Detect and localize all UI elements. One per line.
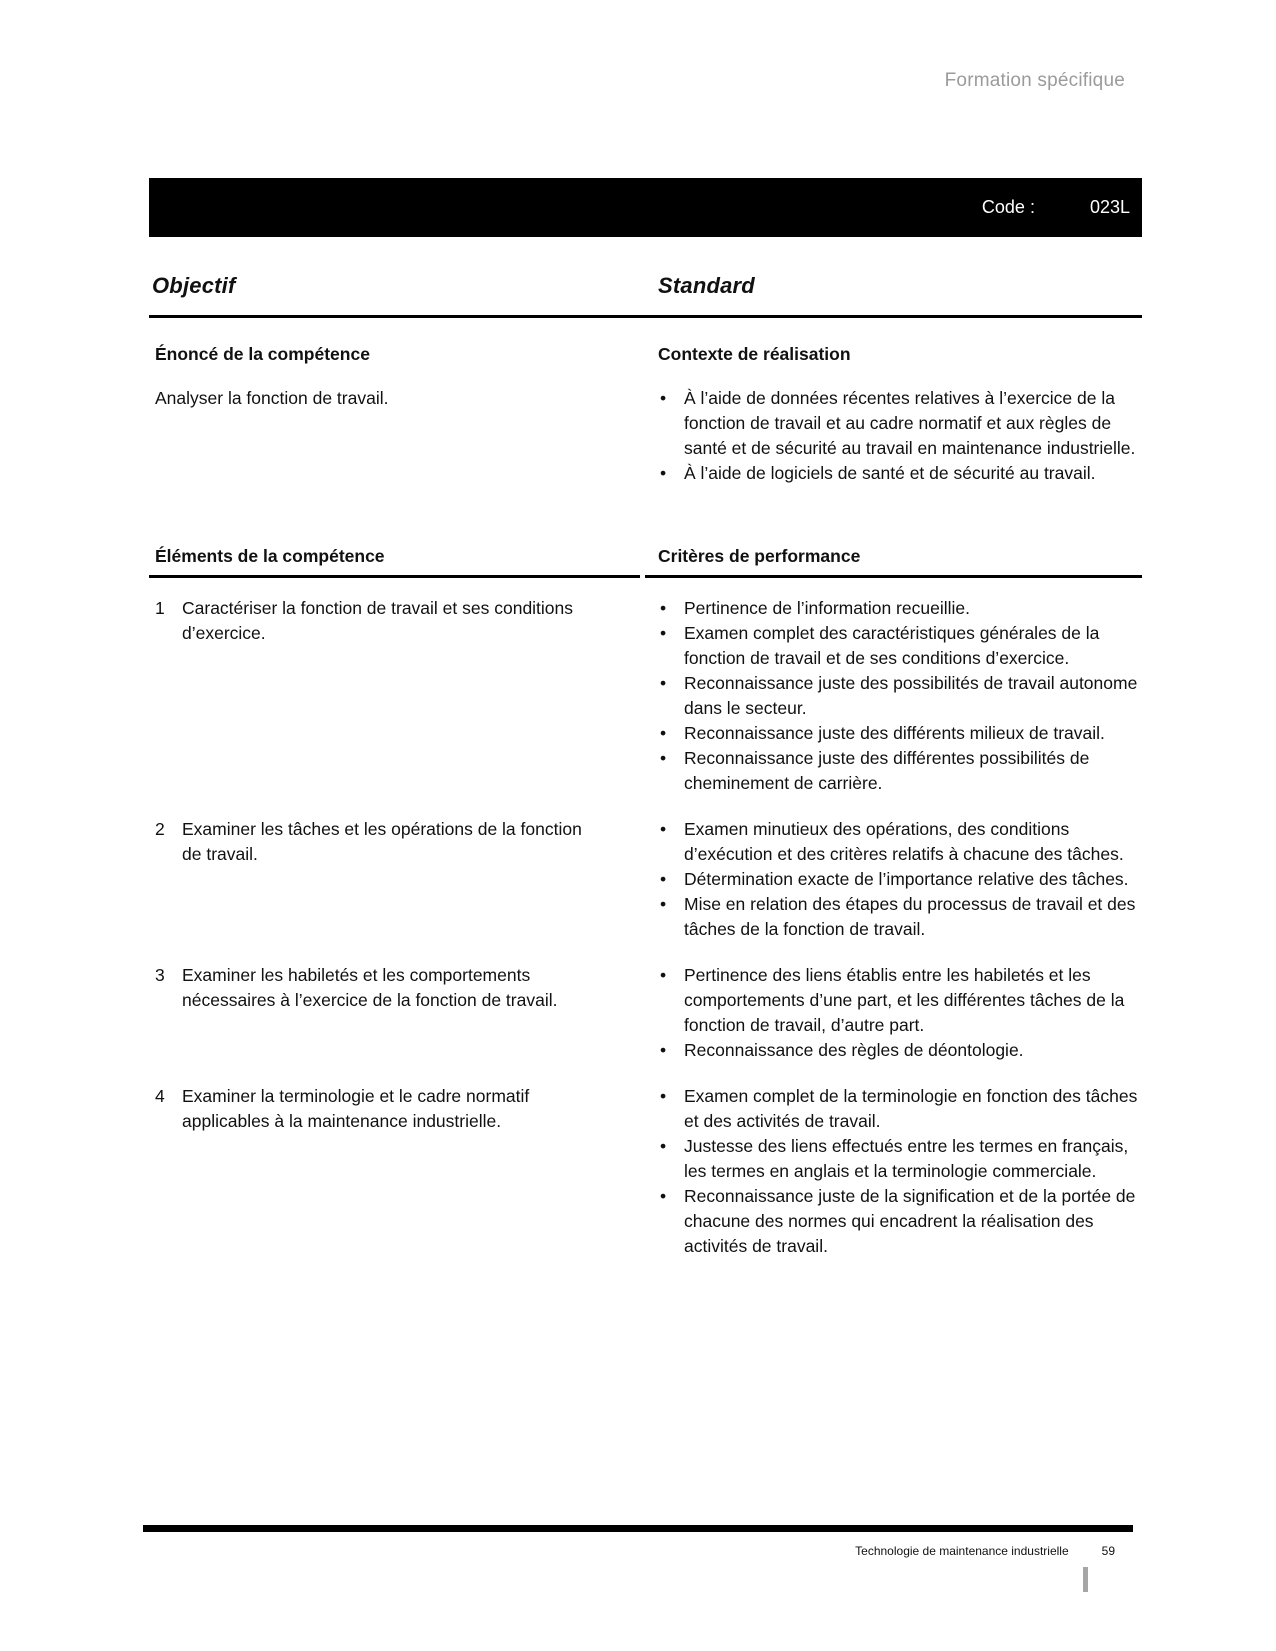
code-bar <box>149 178 1142 237</box>
criterion: • Reconnaissance juste des différents milieux de travail. <box>645 721 1142 746</box>
competence-item-row <box>149 963 1142 1063</box>
criterion: • Examen complet des caractéristiques générales de la fonction de travail et de ses conditions d’exercice. <box>645 621 1142 671</box>
footer-gray-bar <box>1083 1567 1088 1592</box>
enonce-heading: Énoncé de la compétence <box>155 344 370 364</box>
criteres-heading: Critères de performance <box>645 544 1142 578</box>
competence-right-cell <box>645 342 1142 486</box>
criterion: • Justesse des liens effectués entre les termes en français, les termes en anglais et la terminologie commerciale. <box>645 1134 1142 1184</box>
item-number: 2 <box>155 819 165 839</box>
footer-rule <box>143 1525 1133 1532</box>
item-right-cell <box>645 596 1142 796</box>
running-header: Formation spécifique <box>944 70 1125 91</box>
criteria-list <box>645 1084 1142 1259</box>
item-text: Examiner les habiletés et les comportements nécessaires à l’exercice de la fonction de travail. <box>182 965 558 1010</box>
column-title-standard: Standard <box>658 273 755 298</box>
item-text: Caractériser la fonction de travail et ses conditions d’exercice. <box>182 598 574 643</box>
item-number: 4 <box>155 1086 165 1106</box>
column-title-objectif: Objectif <box>152 273 236 298</box>
competence-item-row <box>149 1084 1142 1259</box>
competence-section <box>149 342 1142 486</box>
item-text: Examiner la terminologie et le cadre normatif applicables à la maintenance industrielle. <box>182 1086 530 1131</box>
code-value: 023L <box>1089 197 1130 217</box>
criterion: • Mise en relation des étapes du processus de travail et des tâches de la fonction de travail. <box>645 892 1142 942</box>
criterion: • Examen minutieux des opérations, des conditions d’exécution et des critères relatifs à chacune des tâches. <box>645 817 1142 867</box>
code-label: Code : <box>981 197 1035 217</box>
criterion: • Pertinence des liens établis entre les habiletés et les comportements d’une part, et les différentes tâches de la fonction de travail, d’autre part. <box>645 963 1142 1038</box>
main-content <box>149 262 1142 1280</box>
elements-headers-row <box>149 544 1142 578</box>
footer-program-name: Technologie de maintenance industrielle <box>855 1544 1069 1558</box>
criterion: • Reconnaissance juste des différentes possibilités de cheminement de carrière. <box>645 746 1142 796</box>
contexte-bullet-list <box>645 386 1142 486</box>
item-number: 3 <box>155 965 165 985</box>
criterion: • Reconnaissance juste des possibilités de travail autonome dans le secteur. <box>645 671 1142 721</box>
footer-page-number: 59 <box>1101 1544 1115 1558</box>
column-titles-row <box>149 262 1142 318</box>
criteria-list <box>645 596 1142 796</box>
criterion: • Reconnaissance juste de la signification et de la portée de chacune des normes qui encadrent la réalisation des activités de travail. <box>645 1184 1142 1259</box>
competence-item-row <box>149 817 1142 942</box>
item-right-cell <box>645 1084 1142 1259</box>
item-left-cell <box>149 817 640 942</box>
elements-heading: Éléments de la compétence <box>149 544 640 578</box>
competence-item-row <box>149 596 1142 796</box>
contexte-bullet: • À l’aide de données récentes relatives à l’exercice de la fonction de travail et au cadre normatif et aux règles de santé et de sécurité au travail en maintenance industrielle. <box>645 386 1142 461</box>
item-right-cell <box>645 963 1142 1063</box>
competence-left-cell <box>149 342 640 486</box>
criterion: • Détermination exacte de l’importance relative des tâches. <box>645 867 1142 892</box>
item-number: 1 <box>155 598 165 618</box>
item-left-cell <box>149 1084 640 1259</box>
criterion: • Examen complet de la terminologie en fonction des tâches et des activités de travail. <box>645 1084 1142 1134</box>
enonce-text: Analyser la fonction de travail. <box>155 388 389 408</box>
item-right-cell <box>645 817 1142 942</box>
contexte-heading: Contexte de réalisation <box>658 344 851 364</box>
contexte-bullet: • À l’aide de logiciels de santé et de sécurité au travail. <box>645 461 1142 486</box>
item-left-cell <box>149 963 640 1063</box>
criterion: • Pertinence de l’information recueillie. <box>645 596 1142 621</box>
criteria-list <box>645 963 1142 1063</box>
footer <box>855 1543 1115 1559</box>
item-left-cell <box>149 596 640 796</box>
items-rows <box>149 596 1142 1259</box>
criteria-list <box>645 817 1142 942</box>
criterion: • Reconnaissance des règles de déontologie. <box>645 1038 1142 1063</box>
item-text: Examiner les tâches et les opérations de la fonction de travail. <box>182 819 582 864</box>
